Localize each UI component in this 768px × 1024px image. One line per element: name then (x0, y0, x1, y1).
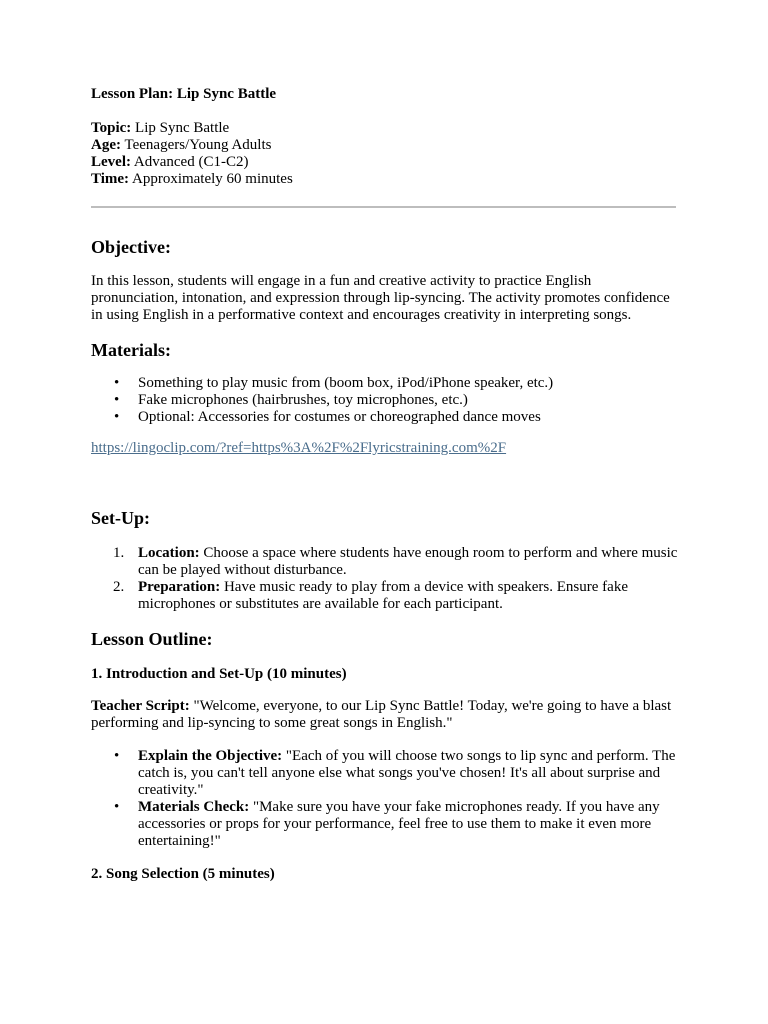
meta-label: Time: (91, 171, 130, 187)
lesson-outline-heading: Lesson Outline: (91, 629, 213, 649)
document-title: Lesson Plan: Lip Sync Battle (91, 86, 277, 102)
section-title: 1. Introduction and Set-Up (10 minutes) (91, 666, 347, 682)
list-item: • Optional: Accessories for costumes or choreographed dance moves (138, 409, 681, 426)
setup-heading: Set-Up: (91, 508, 150, 528)
meta-time (91, 171, 681, 188)
meta-value: Teenagers/Young Adults (121, 137, 272, 153)
item-text: "Make sure you have your fake microphones ready. If you have any accessories or props for your performance, feel free to use them to make it even more entertaining!" (138, 799, 660, 849)
objective-heading: Objective: (91, 237, 171, 257)
meta-value: Advanced (C1-C2) (130, 154, 249, 170)
item-label: Explain the Objective: (138, 748, 283, 764)
meta-value: Lip Sync Battle (131, 120, 230, 136)
intro-bullets (91, 748, 681, 850)
meta-level (91, 154, 681, 171)
setup-list (91, 545, 681, 613)
list-item: • Fake microphones (hairbrushes, toy microphones, etc.) (138, 392, 681, 409)
section-title: 2. Song Selection (5 minutes) (91, 866, 275, 882)
materials-heading: Materials: (91, 340, 171, 360)
meta-label: Age: (91, 137, 121, 153)
list-number: 1. (113, 545, 125, 561)
item-text: Choose a space where students have enough room to perform and where music can be played without disturbance. (138, 545, 678, 578)
meta-label: Topic: (91, 120, 132, 136)
item-label: Preparation: (138, 579, 221, 595)
materials-list (91, 375, 681, 426)
teacher-script (91, 698, 681, 732)
item-label: Location: (138, 545, 200, 561)
document-page (91, 86, 681, 883)
list-item (138, 748, 681, 799)
meta-value: Approximately 60 minutes (129, 171, 293, 187)
meta-age (91, 137, 681, 154)
item-label: Materials Check: (138, 799, 250, 815)
meta-label: Level: (91, 154, 131, 170)
list-item: • Something to play music from (boom box, iPod/iPhone speaker, etc.) (138, 375, 681, 392)
list-item (138, 799, 681, 850)
list-number: 2. (113, 579, 125, 595)
script-label: Teacher Script: (91, 698, 190, 714)
horizontal-divider (91, 206, 676, 208)
list-item (113, 579, 681, 613)
objective-text: In this lesson, students will engage in a fun and creative activity to practice English pronunciation, intonation, and expression through lip-syncing. The activity promotes confidence in using English in a performative context and encourages creativity in interpreting songs. (91, 273, 670, 323)
list-item (113, 545, 681, 579)
meta-topic (91, 120, 681, 137)
item-text: Have music ready to play from a device with speakers. Ensure fake microphones or substitutes are available for each participant. (138, 579, 628, 612)
lyrics-training-link[interactable]: https://lingoclip.com/?ref=https%3A%2F%2Flyricstraining.com%2F (91, 440, 507, 456)
script-text: "Welcome, everyone, to our Lip Sync Battle! Today, we're going to have a blast performing and lip-syncing to some great songs in English." (91, 698, 672, 731)
item-text: "Each of you will choose two songs to lip sync and perform. The catch is, you can't tell anyone else what songs you've chosen! It's all about surprise and creativity." (138, 748, 676, 798)
